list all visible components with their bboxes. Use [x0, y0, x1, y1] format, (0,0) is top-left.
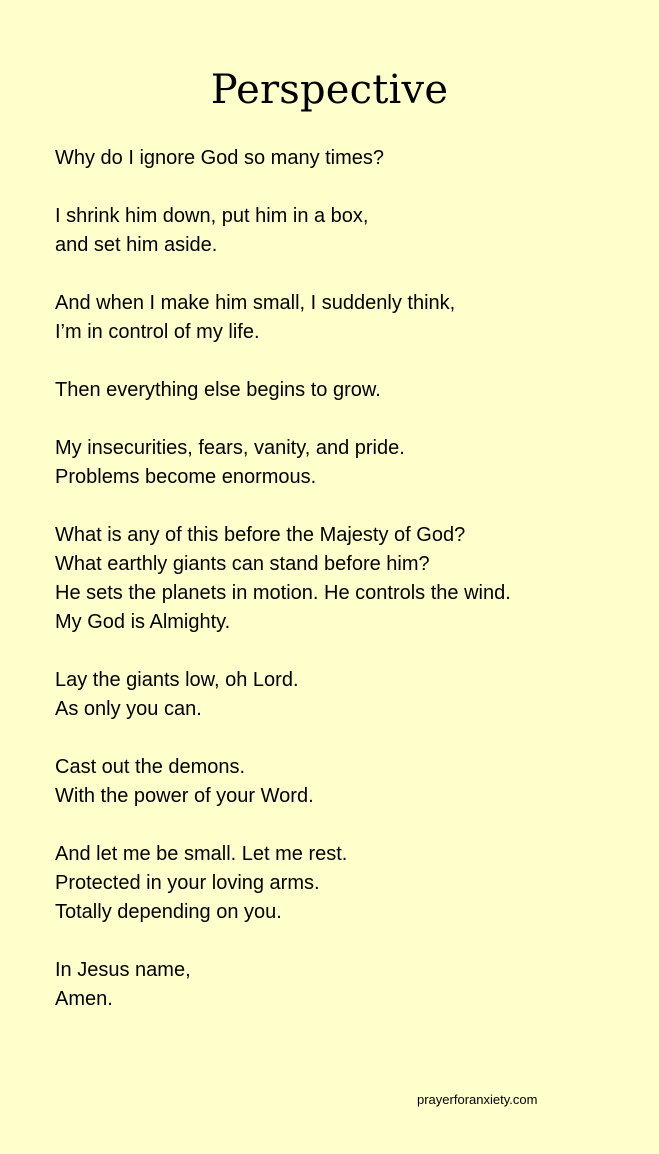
poem-line: Problems become enormous.	[55, 466, 317, 488]
poem-line: As only you can.	[55, 698, 202, 720]
poem-line: I’m in control of my life.	[55, 321, 260, 343]
stanza	[55, 376, 645, 405]
poem-line: Protected in your loving arms.	[55, 872, 320, 894]
poem-line: And let me be small. Let me rest.	[55, 843, 348, 865]
stanza	[55, 144, 645, 173]
poem-line: Cast out the demons.	[55, 756, 246, 778]
prayer-text	[55, 144, 645, 1043]
poem-line: Amen.	[55, 988, 113, 1010]
poem-line: What is any of this before the Majesty of God?	[55, 524, 466, 546]
poem-line: Then everything else begins to grow.	[55, 379, 381, 401]
page-title: Perspective	[210, 67, 449, 113]
site-credit: prayerforanxiety.com	[417, 1092, 538, 1107]
poem-line: In Jesus name,	[55, 959, 191, 981]
poem-line: and set him aside.	[55, 234, 218, 256]
stanza	[55, 956, 645, 1014]
poem-line: Lay the giants low, oh Lord.	[55, 669, 299, 691]
stanza	[55, 202, 645, 260]
poem-line: I shrink him down, put him in a box,	[55, 205, 369, 227]
poem-line: What earthly giants can stand before him?	[55, 553, 430, 575]
poem-line: My God is Almighty.	[55, 611, 231, 633]
poem-line: Totally depending on you.	[55, 901, 282, 923]
poem-line: And when I make him small, I suddenly think,	[55, 292, 456, 314]
poem-line: My insecurities, fears, vanity, and pride.	[55, 437, 405, 459]
stanza	[55, 434, 645, 492]
stanza	[55, 840, 645, 927]
stanza	[55, 753, 645, 811]
poem-line: He sets the planets in motion. He controls the wind.	[55, 582, 511, 604]
stanza	[55, 521, 645, 637]
stanza	[55, 666, 645, 724]
poem-line: With the power of your Word.	[55, 785, 314, 807]
poem-line: Why do I ignore God so many times?	[55, 147, 385, 169]
stanza	[55, 289, 645, 347]
